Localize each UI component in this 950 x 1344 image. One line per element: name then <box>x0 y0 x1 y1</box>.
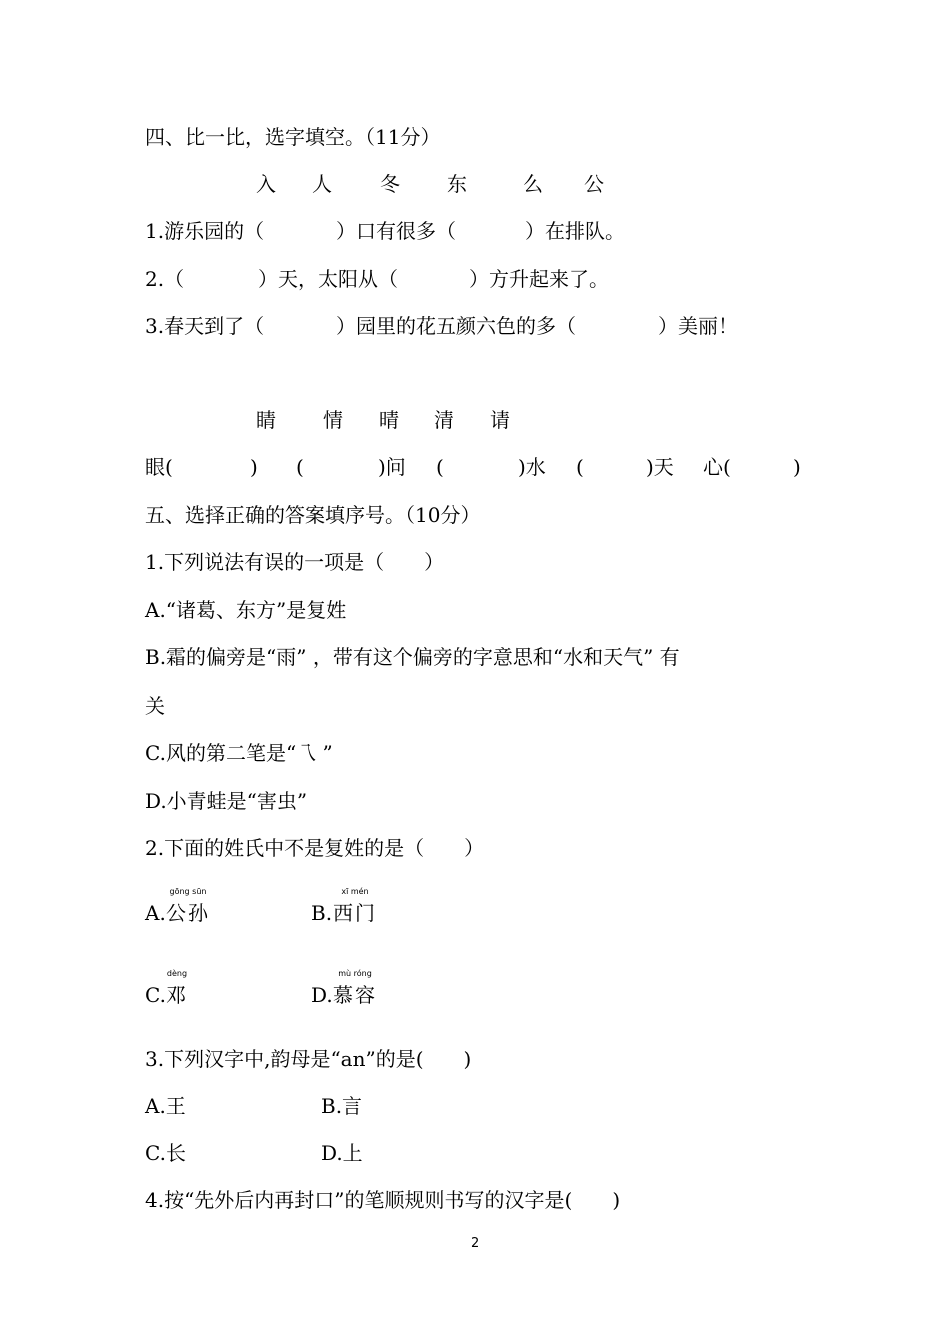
fill-text: )水 <box>518 455 546 479</box>
option-label: C. <box>145 983 166 1007</box>
question-stem: 2.下面的姓氏中不是复姓的是（ ） <box>145 836 485 860</box>
question-text: ）口有很多（ <box>336 219 456 243</box>
option-label: B. <box>311 901 333 925</box>
fill-text: ( <box>296 455 304 479</box>
char-option: 么 <box>523 172 543 196</box>
fill-text: )问 <box>378 455 406 479</box>
option-c: C.风的第二笔是“乁 ” <box>145 741 333 765</box>
fill-text: ( <box>436 455 444 479</box>
char-option: 入 <box>256 172 276 196</box>
option-c: C.长 <box>145 1141 186 1165</box>
char-option: 情 <box>323 408 343 432</box>
ruby-word <box>333 887 377 926</box>
hanzi: 邓 <box>166 983 188 1007</box>
hanzi: 西门 <box>333 901 377 925</box>
question-text: 1.游乐园的（ <box>145 219 265 243</box>
char-option: 晴 <box>379 408 399 432</box>
question-text: 2.（ <box>145 267 185 291</box>
fill-text: )天 <box>646 455 674 479</box>
question-text: ）在排队。 <box>525 219 625 243</box>
option-a: A.王 <box>145 1094 186 1118</box>
option-label: D. <box>311 983 333 1007</box>
pinyin: gōng sūn <box>169 887 207 896</box>
question-text: ）方升起来了。 <box>469 267 609 291</box>
pinyin: dèng <box>166 969 188 978</box>
hanzi: 公孙 <box>166 901 210 925</box>
hanzi: 慕容 <box>333 983 377 1007</box>
ruby-word <box>166 887 210 926</box>
pinyin: mù róng <box>338 969 372 978</box>
option-d: D.小青蛙是“害虫” <box>145 789 308 813</box>
fill-text: 眼( <box>145 455 173 479</box>
option-a: A.“诸葛、东方”是复姓 <box>145 598 347 622</box>
section5-heading: 五、选择正确的答案填序号。（10分） <box>145 503 481 527</box>
pinyin: xī mén <box>341 887 369 896</box>
ruby-word <box>333 969 377 1008</box>
char-option: 东 <box>447 172 467 196</box>
fill-text: ) <box>250 455 258 479</box>
option-b: B.言 <box>321 1094 363 1118</box>
option-b-continued: 关 <box>145 694 165 718</box>
section4-heading: 四、比一比，选字填空。（11分） <box>145 125 441 149</box>
option-d: D.上 <box>321 1141 363 1165</box>
char-option: 公 <box>584 172 604 196</box>
question-stem: 4.按“先外后内再封口”的笔顺规则书写的汉字是( ) <box>145 1188 621 1212</box>
option-b: B.霜的偏旁是“雨” ，带有这个偏旁的字意思和“水和天气” 有 <box>145 645 680 669</box>
page-number: 2 <box>471 1236 480 1251</box>
ruby-word <box>166 969 188 1008</box>
char-option: 人 <box>312 172 332 196</box>
char-option: 清 <box>434 408 454 432</box>
question-text: 3.春天到了（ <box>145 314 265 338</box>
fill-text: ( <box>576 455 584 479</box>
char-option: 睛 <box>256 408 276 432</box>
question-text: ）园里的花五颜六色的多（ <box>336 314 576 338</box>
char-option: 冬 <box>380 172 400 196</box>
question-text: ）天，太阳从（ <box>258 267 398 291</box>
char-option: 请 <box>490 408 510 432</box>
question-stem: 3.下列汉字中,韵母是“an”的是( ) <box>145 1047 472 1071</box>
option-label: A. <box>145 901 166 925</box>
fill-text: ) <box>793 455 801 479</box>
fill-text: 心( <box>703 455 731 479</box>
question-text: ）美丽！ <box>658 314 738 338</box>
question-stem: 1.下列说法有误的一项是（ ） <box>145 550 445 574</box>
